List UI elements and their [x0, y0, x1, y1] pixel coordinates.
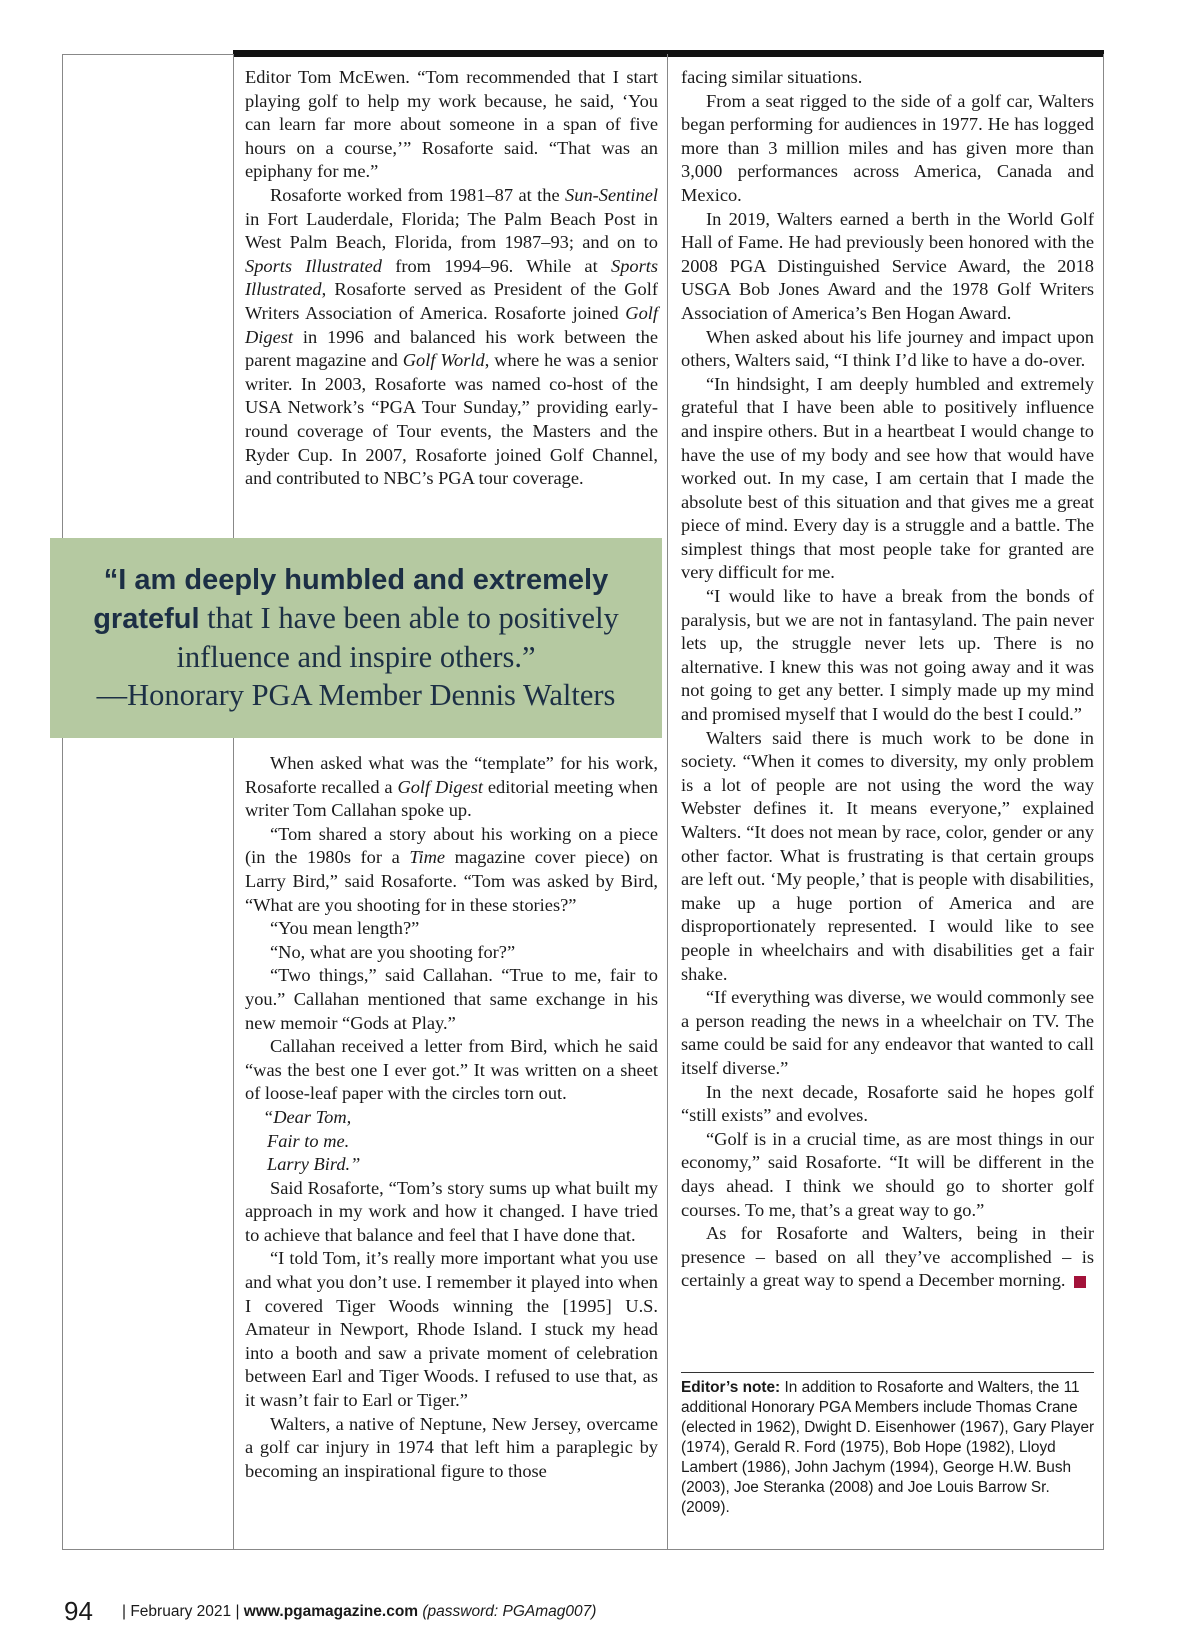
pull-quote-text: “I am deeply humbled and extremely grateful that I have been able to positively influence and inspire others.” —Honorary PGA Member Dennis Walters: [50, 560, 662, 714]
column-1-bottom: [245, 752, 658, 1483]
frame-column-divider-1: [233, 54, 234, 1550]
paragraph: Editor Tom McEwen. “Tom recommended that I start playing golf to help my work because, he said, ‘You can learn far more about someone in a span of five hours on a course,’” Rosaforte said. “That was an epiphany for me.”: [245, 67, 658, 182]
frame-left: [62, 54, 63, 1550]
paragraph: “If everything was diverse, we would commonly see a person reading the news in a wheelchair on TV. The same could be said for any endeavor that wanted to call itself diverse.”: [681, 987, 1094, 1078]
letter-line: Larry Bird.”: [267, 1154, 361, 1175]
paragraph: Callahan received a letter from Bird, which he said “was the best one I ever got.” It was written on a sheet of loose-leaf paper with the circles torn out.: [245, 1036, 658, 1104]
pull-quote-attribution: —Honorary PGA Member Dennis Walters: [96, 678, 616, 712]
paragraph: “No, what are you shooting for?”: [270, 941, 516, 962]
paragraph: facing similar situations.: [681, 67, 863, 87]
footer-url-link[interactable]: www.pgamagazine.com: [243, 1603, 419, 1620]
letter-line: “Dear Tom,: [263, 1106, 352, 1127]
paragraph: “You mean length?”: [270, 918, 420, 939]
paragraph: “Tom shared a story about his working on a piece (in the 1980s for a Time magazine cover piece) on Larry Bird,” said Rosaforte. “Tom was asked by Bird, “What are you shooting for in these stories?”: [245, 823, 658, 915]
frame-bottom: [62, 1549, 1104, 1550]
pull-quote-bold-word: grateful: [93, 603, 200, 635]
paragraph: Said Rosaforte, “Tom’s story sums up what built my approach in my work and how it changed. I have tried to achieve that balance and feel that I have done that.: [245, 1177, 658, 1245]
pull-quote-box: [50, 538, 662, 738]
letter-line: Fair to me.: [267, 1130, 350, 1151]
paragraph: “Golf is in a crucial time, as are most things in our economy,” said Rosaforte. “It will be different in the days ahead. I think we should go to shorter golf courses. To me, that’s a great way to go.”: [681, 1128, 1094, 1220]
paragraph: Rosaforte worked from 1981–87 at the Sun-Sentinel in Fort Lauderdale, Florida; The Palm Beach Post in West Palm Beach, Florida, from 1987–93; and on to Sports Illustrated from 1994–96. While at Sports Illustrated, Rosaforte served as President of the Golf Writers Association of America. Rosaforte joined Golf Digest in 1996 and balanced his work between the parent magazine and Golf World, where he was a senior writer. In 2003, Rosaforte was named co-host of the USA Network’s “PGA Tour Sunday,” providing early-round coverage of Tour events, the Masters and the Ryder Cup. In 2007, Rosaforte joined Golf Channel, and contributed to NBC’s PGA tour coverage.: [245, 184, 659, 489]
page-number: 94: [64, 1596, 93, 1626]
frame-right: [1103, 54, 1104, 1550]
editor-note: [681, 1378, 1099, 1518]
paragraph: In 2019, Walters earned a berth in the World Golf Hall of Fame. He had previously been honored with the 2008 PGA Distinguished Service Award, the 2018 USGA Bob Jones Award and the 1978 Golf Writers Association of America’s Ben Hogan Award.: [681, 208, 1094, 323]
paragraph: “I would like to have a break from the bonds of paralysis, but we are not in fantasyland. The pain never lets up, the struggle never lets up. There is no alternative. I knew this was not going away and it was not going to get any better. I simply made up my mind and promised myself that I would do the best I could.”: [681, 586, 1094, 725]
column-1-top: [245, 66, 658, 491]
frame-column-divider-2: [667, 54, 668, 1550]
frame-top: [62, 54, 234, 55]
paragraph: “In hindsight, I am deeply humbled and extremely grateful that I have been able to positively influence and inspire others. But in a heartbeat I would change to have the use of my body and see how that would have worked out. In my case, I am certain that I made the absolute best of this situation and that gives me a great piece of mind. Every day is a struggle and a battle. The simplest things that most people take for granted are very difficult for me.: [681, 373, 1094, 583]
paragraph: From a seat rigged to the side of a golf car, Walters began performing for audiences in 1977. He has logged more than 3 million miles and has given more than 3,000 performances across America, Canada and Mexico.: [681, 90, 1094, 205]
paragraph: “Two things,” said Callahan. “True to me, fair to you.” Callahan mentioned that same exchange in his new memoir “Gods at Play.”: [245, 965, 658, 1033]
end-mark-icon: [1074, 1276, 1086, 1288]
pull-quote-bold-line: “I am deeply humbled and extremely: [103, 564, 609, 596]
column-2: [681, 66, 1094, 1293]
footer-date: | February 2021 |: [122, 1603, 240, 1620]
paragraph: As for Rosaforte and Walters, being in their presence – based on all they’ve accomplished – is certainly a great way to spend a December morning.: [681, 1223, 1094, 1291]
paragraph: When asked about his life journey and impact upon others, Walters said, “I think I’d like to have a do-over.: [681, 326, 1094, 371]
paragraph: Walters, a native of Neptune, New Jersey, overcame a golf car injury in 1974 that left him a paraplegic by becoming an inspirational figure to those: [245, 1413, 658, 1481]
footer-password: (password: PGAmag007): [422, 1603, 597, 1620]
editor-note-text: In addition to Rosaforte and Walters, the 11 additional Honorary PGA Members include Thomas Crane (elected in 1962), Dwight D. Eisenhower (1967), Gary Player (1974), Gerald R. Ford (1975), Bob Hope (1982), Lloyd Lambert (1986), John Jachym (1994), George H.W. Bush (2003), Joe Steranka (2008) and Joe Louis Barrow Sr. (2009).: [681, 1379, 1095, 1516]
top-rule: [233, 50, 1104, 57]
footer-info: [122, 1603, 596, 1621]
paragraph: Walters said there is much work to be done in society. “When it comes to diversity, my only problem is a lot of people are not using the word the way Webster defines it. It means everyone,” explained Walters. “It does not mean by race, color, gender or any other factor. What is frustrating is that certain groups are left out. ‘My people,’ that is people with disabilities, make up a huge portion of America and are disproportionately represented. I would like to see people in wheelchairs and with disabilities get a fair shake.: [681, 727, 1094, 984]
editor-note-divider: [681, 1372, 1094, 1373]
pull-quote-line-3: influence and inspire others.”: [176, 640, 536, 674]
paragraph: In the next decade, Rosaforte said he hopes golf “still exists” and evolves.: [681, 1081, 1094, 1126]
editor-note-label: Editor’s note:: [681, 1379, 781, 1396]
paragraph: When asked what was the “template” for his work, Rosaforte recalled a Golf Digest editorial meeting when writer Tom Callahan spoke up.: [245, 753, 658, 821]
paragraph: “I told Tom, it’s really more important what you use and what you don’t use. I remember it played into when I covered Tiger Woods winning the [1995] U.S. Amateur in Newport, Rhode Island. I stuck my head into a booth and saw a private moment of celebration between Earl and Tiger Woods. I refused to use that, as it wasn’t fair to Earl or Tiger.”: [245, 1248, 658, 1411]
